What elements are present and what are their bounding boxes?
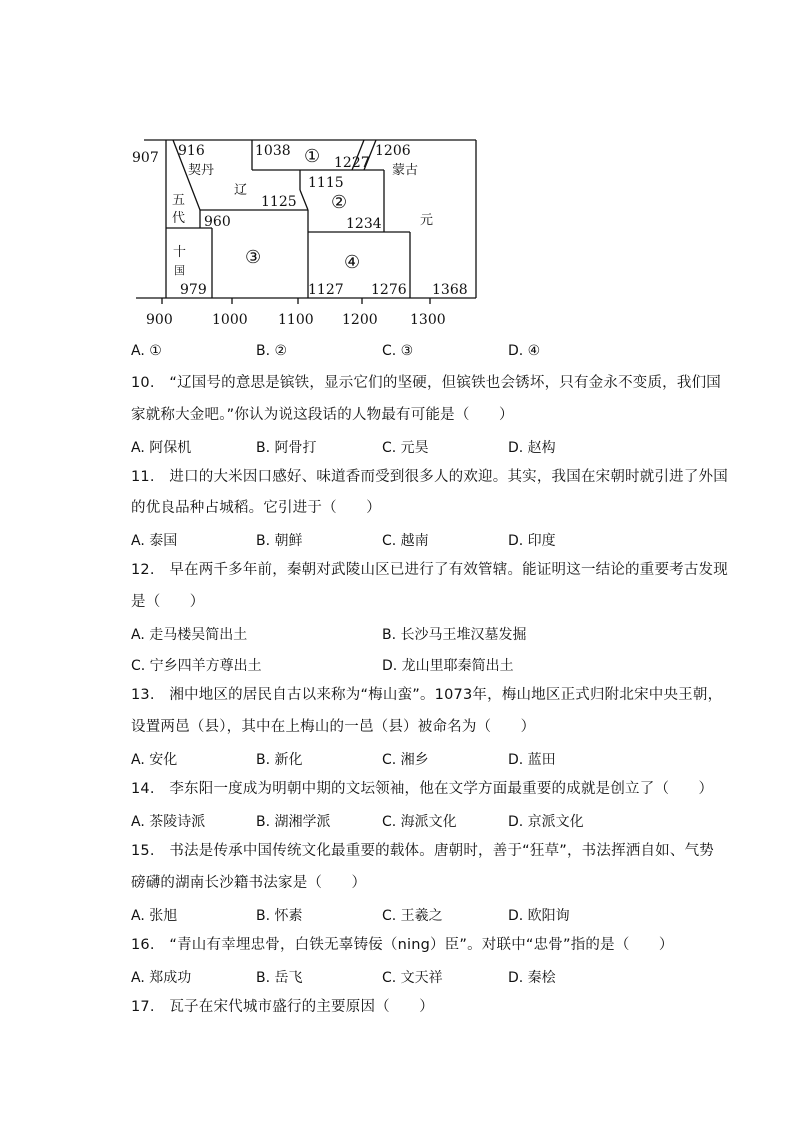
label-shi: 十 (173, 245, 187, 260)
tick-label: 1300 (410, 312, 446, 328)
q16-option-d: D. 秦桧 (508, 970, 556, 986)
q14-option-b: B. 湖湘学派 (256, 814, 331, 830)
question-11-line-1: 11. 进口的大米因口感好、味道香而受到很多人的欢迎。其实，我国在宋朝时就引进了外国 (131, 469, 728, 485)
year-label: 1368 (432, 282, 468, 298)
q14-option-d: D. 京派文化 (508, 814, 584, 830)
q10-option-c: C. 元昊 (382, 440, 429, 456)
question-15-line-2: 磅礴的湖南长沙籍书法家是（ ） (131, 875, 367, 891)
q10-option-a: A. 阿保机 (131, 440, 192, 456)
year-label: 1125 (261, 194, 297, 210)
question-10-line-2: 家就称大金吧。”你认为说这段话的人物最有可能是（ ） (131, 407, 514, 423)
q13-option-c: C. 湘乡 (382, 752, 429, 768)
question-10-line-1: 10. “辽国号的意思是镔铁，显示它们的坚硬，但镔铁也会锈坏，只有金永不变质，我们国 (131, 375, 721, 391)
q14-option-c: C. 海派文化 (382, 814, 457, 830)
q14-option-a: A. 茶陵诗派 (131, 814, 206, 830)
q9-option-d: D. ④ (508, 343, 541, 359)
q12-option-b: B. 长沙马王堆汉墓发掘 (382, 627, 527, 643)
q9-option-a: A. ① (131, 343, 162, 359)
label-liao: 辽 (234, 183, 248, 198)
year-label: 1276 (371, 282, 407, 298)
label-dai: 代 (172, 211, 186, 226)
question-13-line-2: 设置两邑（县），其中在上梅山的一邑（县）被命名为（ ） (131, 719, 536, 735)
label-wu: 五 (172, 193, 186, 208)
question-12-line-1: 12. 早在两千多年前，秦朝对武陵山区已进行了有效管辖。能证明这一结论的重要考古发现 (131, 562, 728, 578)
question-12-line-2: 是（ ） (131, 594, 205, 610)
q16-option-c: C. 文天祥 (382, 970, 443, 986)
question-17-line-1: 17. 瓦子在宋代城市盛行的主要原因（ ） (131, 999, 434, 1015)
year-label: 1234 (346, 216, 382, 232)
question-11-line-2: 的优良品种占城稻。它引进于（ ） (131, 500, 381, 516)
label-guo: 国 (174, 264, 185, 277)
q10-option-d: D. 赵构 (508, 440, 556, 456)
year-label: 1127 (308, 282, 344, 298)
q15-option-a: A. 张旭 (131, 908, 178, 924)
tick-label: 1200 (342, 312, 378, 328)
question-15-line-1: 15. 书法是传承中国传统文化最重要的载体。唐朝时，善于“狂草”，书法挥洒自如、气势 (131, 843, 714, 859)
year-label: 1115 (308, 175, 344, 191)
q13-option-d: D. 蓝田 (508, 752, 556, 768)
circle-label-1: ① (304, 146, 321, 167)
q9-option-b: B. ② (256, 343, 288, 359)
circle-label-2: ② (331, 192, 348, 213)
q16-option-b: B. 岳飞 (256, 970, 303, 986)
year-label: 916 (178, 143, 205, 159)
year-label: 1038 (255, 143, 291, 159)
year-label: 1206 (375, 143, 411, 159)
q15-option-b: B. 怀素 (256, 908, 303, 924)
tick-label: 1100 (278, 312, 314, 328)
circle-label-4: ④ (344, 252, 361, 273)
dynasty-timeline-diagram (128, 132, 488, 332)
question-13-line-1: 13. 湘中地区的居民自古以来称为“梅山蛮”。1073年，梅山地区正式归附北宋中央王朝， (131, 687, 723, 703)
year-label: 979 (180, 282, 207, 298)
q13-option-b: B. 新化 (256, 752, 303, 768)
q11-option-a: A. 泰国 (131, 533, 178, 549)
q15-option-c: C. 王羲之 (382, 908, 443, 924)
year-label: 1227 (334, 155, 370, 171)
tick-label: 900 (146, 312, 173, 328)
q11-option-c: C. 越南 (382, 533, 429, 549)
year-label: 907 (132, 150, 159, 166)
label-qidan: 契丹 (188, 163, 215, 178)
q10-option-b: B. 阿骨打 (256, 440, 317, 456)
question-14-line-1: 14. 李东阳一度成为明朝中期的文坛领袖，他在文学方面最重要的成就是创立了（ ） (131, 781, 714, 797)
q16-option-a: A. 郑成功 (131, 970, 192, 986)
q9-option-c: C. ③ (382, 343, 414, 359)
q11-option-d: D. 印度 (508, 533, 556, 549)
year-label: 960 (204, 214, 231, 230)
q12-option-c: C. 宁乡四羊方尊出土 (131, 658, 262, 674)
q15-option-d: D. 欧阳询 (508, 908, 570, 924)
q12-option-a: A. 走马楼吴简出土 (131, 627, 248, 643)
circle-label-3: ③ (245, 247, 262, 268)
label-yuan: 元 (420, 213, 434, 228)
label-menggu: 蒙古 (392, 163, 419, 178)
q13-option-a: A. 安化 (131, 752, 178, 768)
q11-option-b: B. 朝鲜 (256, 533, 303, 549)
question-16-line-1: 16. “青山有幸埋忠骨，白铁无辜铸佞（ning）臣”。对联中“忠骨”指的是（ ） (131, 937, 674, 953)
q12-option-d: D. 龙山里耶秦简出土 (382, 658, 514, 674)
tick-label: 1000 (212, 312, 248, 328)
